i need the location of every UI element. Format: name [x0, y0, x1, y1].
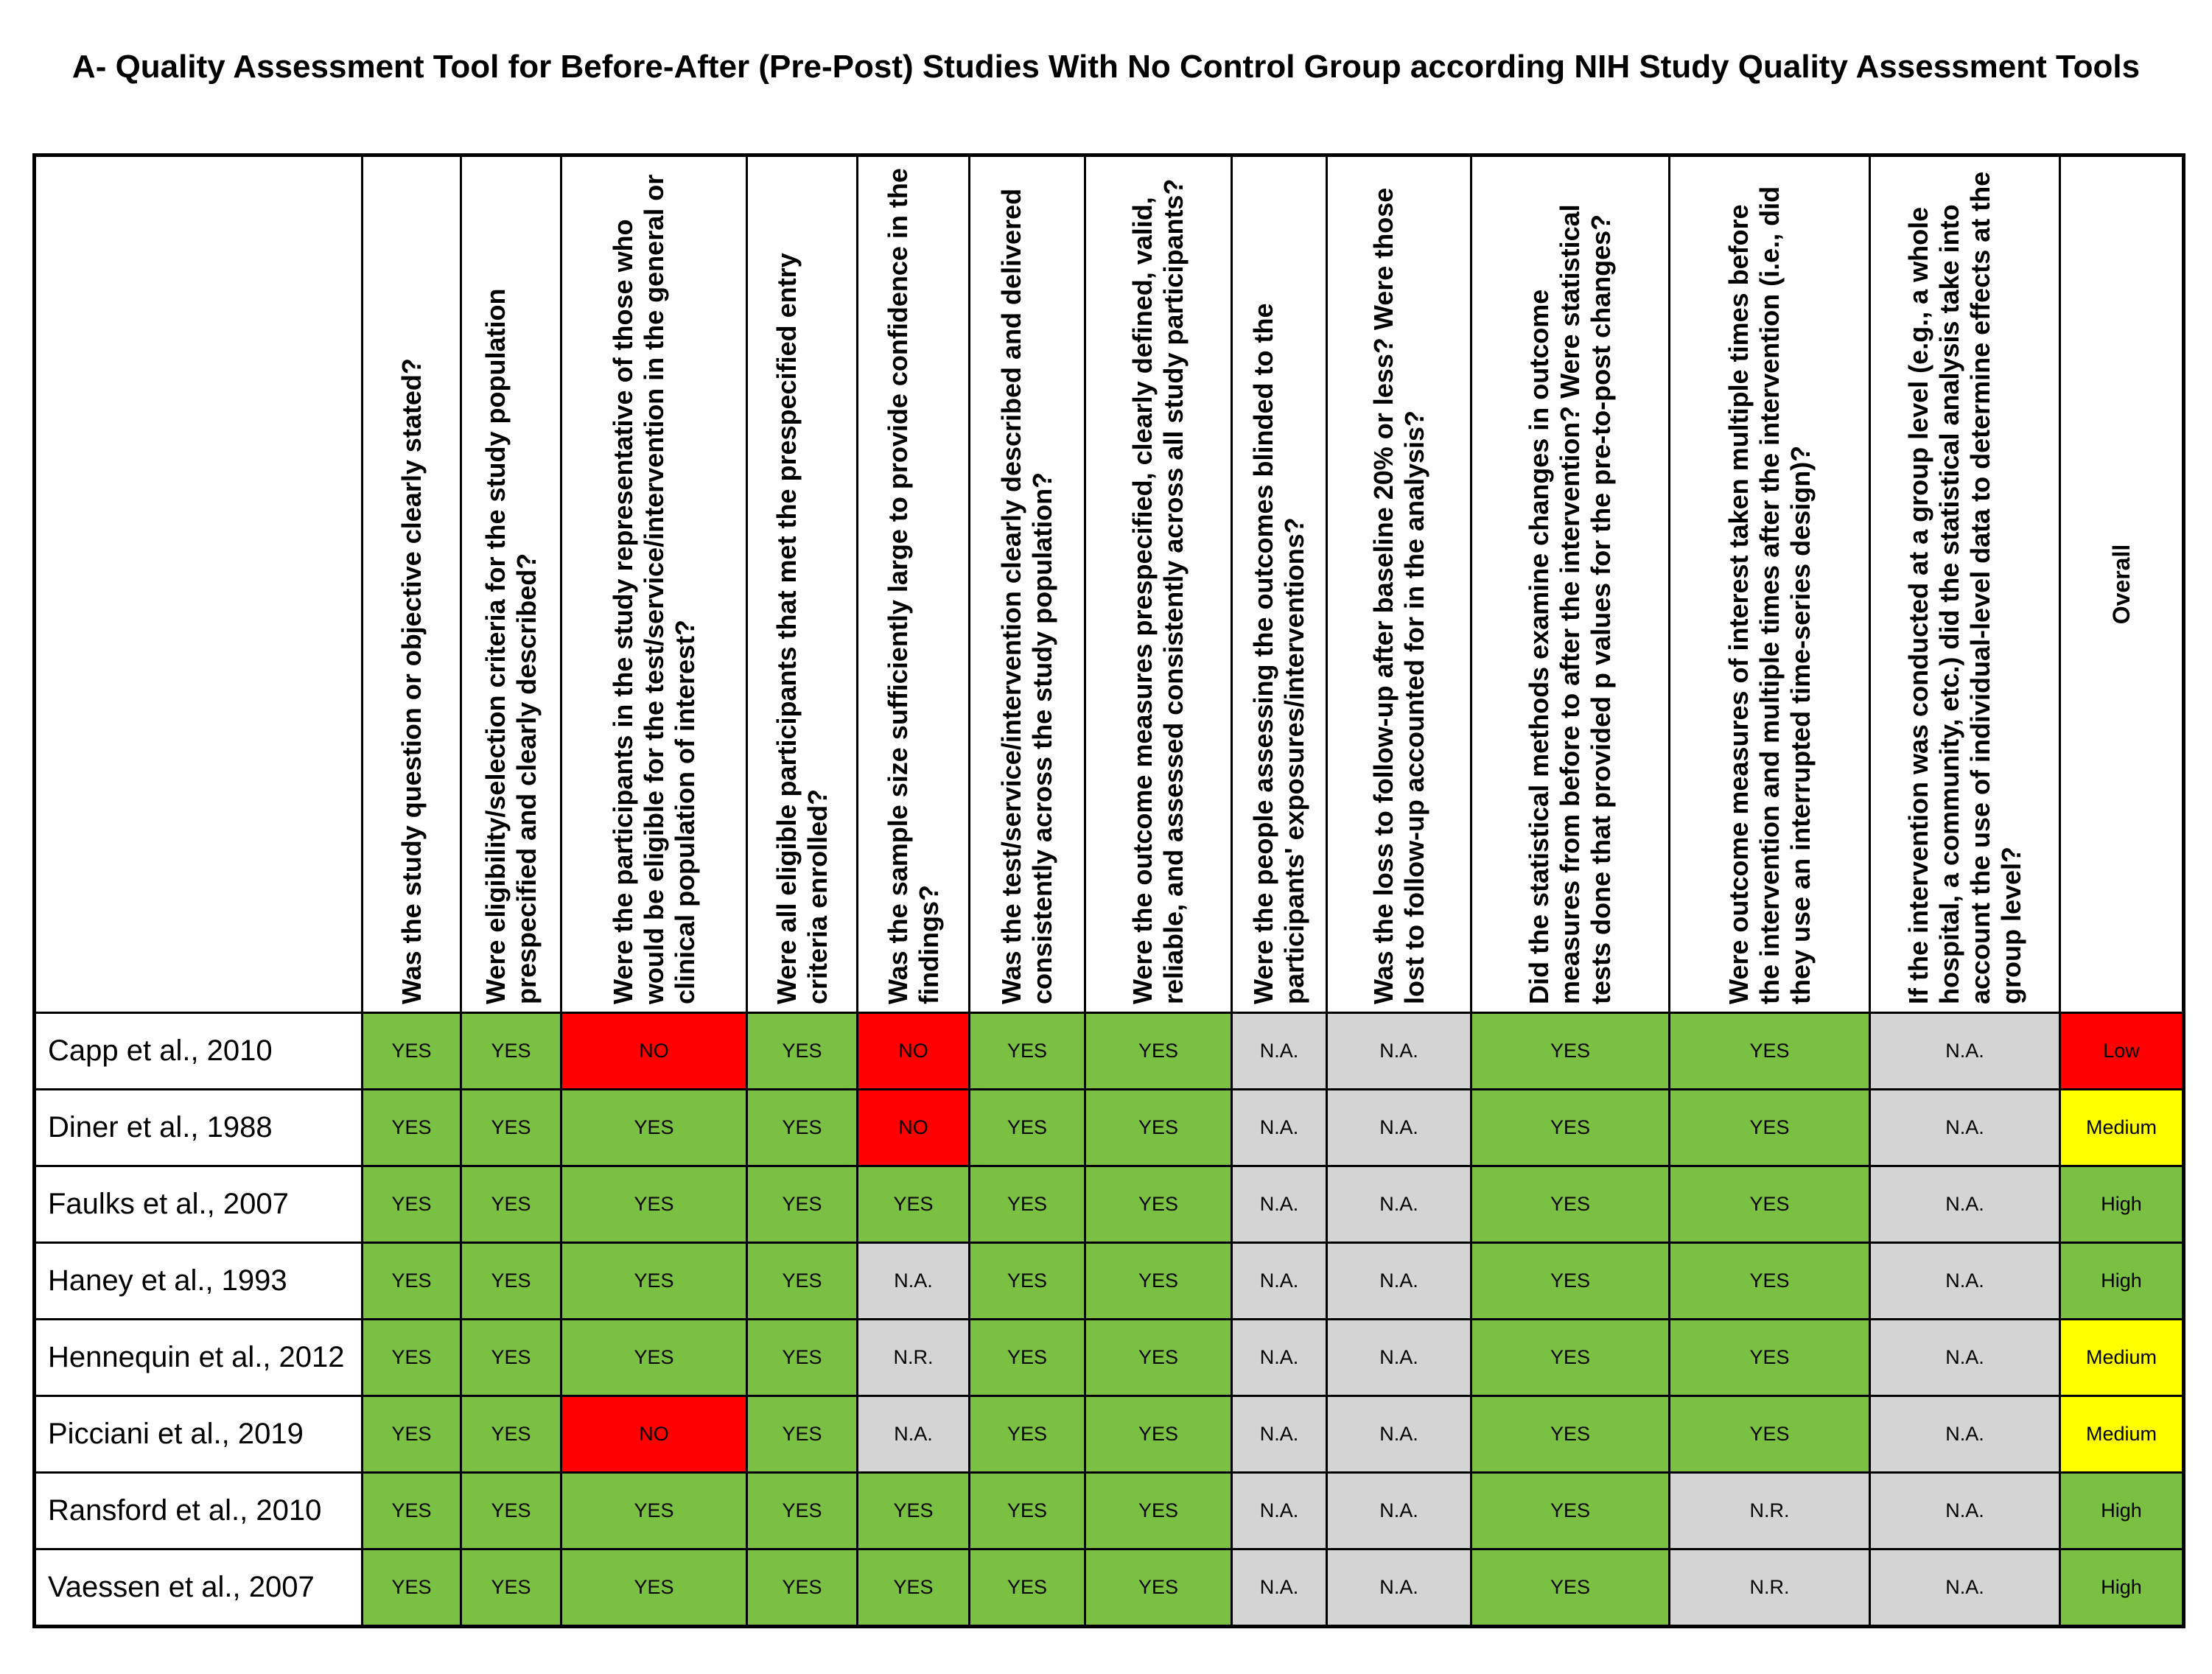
column-header — [970, 155, 1085, 1013]
column-header — [1471, 155, 1670, 1013]
assessment-cell: YES — [363, 1396, 461, 1473]
assessment-cell: YES — [461, 1320, 561, 1396]
assessment-cell: N.A. — [1232, 1243, 1327, 1320]
assessment-cell: YES — [561, 1166, 747, 1243]
assessment-cell: YES — [561, 1090, 747, 1166]
assessment-cell: N.A. — [1327, 1549, 1471, 1627]
assessment-cell: NO — [561, 1396, 747, 1473]
assessment-cell: YES — [747, 1396, 858, 1473]
assessment-cell: N.A. — [1232, 1549, 1327, 1627]
assessment-cell: YES — [970, 1090, 1085, 1166]
assessment-cell: YES — [1471, 1396, 1670, 1473]
column-header — [1327, 155, 1471, 1013]
assessment-cell: YES — [561, 1473, 747, 1549]
column-header-label: Was the test/service/intervention clearly described and delivered consistently across the study population? — [996, 188, 1057, 1004]
table-row — [35, 1013, 2184, 1090]
assessment-cell: YES — [1085, 1166, 1232, 1243]
assessment-cell: YES — [747, 1549, 858, 1627]
overall-rating-cell: High — [2060, 1473, 2184, 1549]
assessment-cell: YES — [363, 1243, 461, 1320]
assessment-table — [32, 153, 2185, 1628]
assessment-cell: YES — [1471, 1473, 1670, 1549]
column-header — [747, 155, 858, 1013]
assessment-cell: YES — [461, 1396, 561, 1473]
assessment-cell: N.A. — [1327, 1090, 1471, 1166]
table-row — [35, 1549, 2184, 1627]
column-header-label: Was the study question or objective clearly stated? — [396, 358, 427, 1004]
column-header — [1232, 155, 1327, 1013]
assessment-cell: YES — [747, 1013, 858, 1090]
assessment-cell: YES — [747, 1243, 858, 1320]
corner-cell — [35, 155, 363, 1013]
assessment-cell: YES — [1670, 1243, 1870, 1320]
assessment-cell: YES — [363, 1549, 461, 1627]
column-header — [1085, 155, 1232, 1013]
assessment-cell: YES — [363, 1320, 461, 1396]
assessment-cell: YES — [970, 1166, 1085, 1243]
assessment-cell: YES — [747, 1166, 858, 1243]
assessment-cell: YES — [1471, 1549, 1670, 1627]
assessment-cell: YES — [970, 1549, 1085, 1627]
column-header — [1670, 155, 1870, 1013]
assessment-cell: NO — [858, 1090, 970, 1166]
assessment-cell: N.A. — [1870, 1013, 2060, 1090]
assessment-cell: N.A. — [1232, 1013, 1327, 1090]
overall-rating-cell: Medium — [2060, 1320, 2184, 1396]
assessment-cell: N.R. — [1670, 1549, 1870, 1627]
assessment-cell: YES — [461, 1013, 561, 1090]
column-header-label: Were the participants in the study representative of those who would be eligible for the test/service/intervention in the general or clinical population of interest? — [607, 174, 700, 1004]
column-header-label: Were outcome measures of interest taken multiple times before the intervention and multiple times after the intervention (i.e., did they use an interrupted time-series design)? — [1723, 186, 1816, 1004]
assessment-cell: YES — [1085, 1320, 1232, 1396]
assessment-cell: N.A. — [1870, 1090, 2060, 1166]
assessment-cell: NO — [858, 1013, 970, 1090]
assessment-cell: YES — [747, 1090, 858, 1166]
assessment-cell: N.R. — [858, 1320, 970, 1396]
assessment-cell: YES — [461, 1090, 561, 1166]
assessment-cell: N.A. — [1327, 1013, 1471, 1090]
table-row — [35, 1396, 2184, 1473]
column-header — [363, 155, 461, 1013]
table-row — [35, 1243, 2184, 1320]
assessment-cell: N.A. — [1232, 1396, 1327, 1473]
assessment-cell: YES — [461, 1549, 561, 1627]
assessment-cell: YES — [1085, 1473, 1232, 1549]
assessment-cell: N.R. — [1670, 1473, 1870, 1549]
assessment-cell: YES — [1471, 1243, 1670, 1320]
column-header — [858, 155, 970, 1013]
assessment-cell: N.A. — [1327, 1243, 1471, 1320]
assessment-cell: YES — [970, 1013, 1085, 1090]
column-header-label: If the intervention was conducted at a group level (e.g., a whole hospital, a community, etc.) did the statistical analysis take into account the use of individual-level data to determine effects at the group level? — [1903, 171, 2026, 1004]
table-row — [35, 1473, 2184, 1549]
study-name: Ransford et al., 2010 — [35, 1473, 363, 1549]
assessment-cell: N.A. — [1232, 1320, 1327, 1396]
header-row — [35, 155, 2184, 1013]
assessment-cell: YES — [363, 1166, 461, 1243]
assessment-cell: N.A. — [1327, 1473, 1471, 1549]
assessment-cell: YES — [858, 1166, 970, 1243]
assessment-cell: YES — [970, 1320, 1085, 1396]
overall-rating-cell: High — [2060, 1243, 2184, 1320]
assessment-cell: YES — [561, 1320, 747, 1396]
page-title: A- Quality Assessment Tool for Before-After (Pre-Post) Studies With No Control Group according NIH Study Quality Assessment Tools — [71, 49, 2141, 85]
overall-rating-cell: High — [2060, 1549, 2184, 1627]
assessment-cell: YES — [1085, 1396, 1232, 1473]
column-header-label: Was the loss to follow-up after baseline 20% or less? Were those lost to follow-up accounted for in the analysis? — [1368, 187, 1429, 1004]
assessment-cell: N.A. — [1232, 1090, 1327, 1166]
assessment-cell: N.A. — [1232, 1166, 1327, 1243]
overall-rating-cell: Medium — [2060, 1396, 2184, 1473]
assessment-cell: N.A. — [858, 1243, 970, 1320]
column-header-label: Were all eligible participants that met the prespecified entry criteria enrolled? — [771, 253, 833, 1004]
column-header — [461, 155, 561, 1013]
assessment-cell: YES — [970, 1243, 1085, 1320]
assessment-cell: YES — [561, 1549, 747, 1627]
assessment-cell: YES — [970, 1473, 1085, 1549]
assessment-cell: YES — [461, 1243, 561, 1320]
assessment-cell: YES — [461, 1473, 561, 1549]
column-header-label: Were eligibility/selection criteria for the study population prespecified and clearly described? — [480, 288, 542, 1004]
assessment-cell: YES — [1670, 1320, 1870, 1396]
assessment-cell: N.A. — [1870, 1473, 2060, 1549]
table-row — [35, 1166, 2184, 1243]
table-row — [35, 1090, 2184, 1166]
assessment-cell: YES — [1471, 1013, 1670, 1090]
assessment-cell: YES — [747, 1473, 858, 1549]
assessment-cell: N.A. — [1870, 1243, 2060, 1320]
overall-rating-cell: High — [2060, 1166, 2184, 1243]
column-header-label: Did the statistical methods examine changes in outcome measures from before to after the intervention? Were statistical tests done that provided p values for the pre-to-post changes? — [1524, 204, 1616, 1004]
assessment-cell: NO — [561, 1013, 747, 1090]
column-header-label: Overall — [2108, 544, 2135, 625]
assessment-cell: YES — [858, 1473, 970, 1549]
study-name: Picciani et al., 2019 — [35, 1396, 363, 1473]
assessment-cell: YES — [1085, 1013, 1232, 1090]
column-header-label: Were the people assessing the outcomes blinded to the participants' exposures/interventions? — [1248, 303, 1309, 1004]
assessment-cell: YES — [1085, 1549, 1232, 1627]
assessment-cell: YES — [1471, 1166, 1670, 1243]
column-header-label: Were the outcome measures prespecified, clearly defined, valid, reliable, and assessed consistently across all study participants? — [1127, 178, 1189, 1004]
study-name: Haney et al., 1993 — [35, 1243, 363, 1320]
assessment-cell: YES — [363, 1473, 461, 1549]
assessment-cell: N.A. — [1327, 1166, 1471, 1243]
column-header — [2060, 155, 2184, 1013]
column-header — [561, 155, 747, 1013]
assessment-cell: N.A. — [1870, 1549, 2060, 1627]
assessment-cell: N.A. — [1870, 1320, 2060, 1396]
assessment-cell: YES — [1085, 1243, 1232, 1320]
assessment-cell: YES — [363, 1090, 461, 1166]
assessment-cell: YES — [1471, 1320, 1670, 1396]
assessment-cell: YES — [1670, 1090, 1870, 1166]
assessment-cell: N.A. — [1327, 1320, 1471, 1396]
assessment-cell: YES — [1670, 1396, 1870, 1473]
assessment-cell: N.A. — [1327, 1396, 1471, 1473]
study-name: Hennequin et al., 2012 — [35, 1320, 363, 1396]
column-header — [1870, 155, 2060, 1013]
assessment-cell: YES — [363, 1013, 461, 1090]
assessment-cell: N.A. — [1870, 1166, 2060, 1243]
assessment-cell: YES — [858, 1549, 970, 1627]
assessment-cell: YES — [1670, 1166, 1870, 1243]
assessment-cell: N.A. — [858, 1396, 970, 1473]
study-name: Diner et al., 1988 — [35, 1090, 363, 1166]
study-name: Vaessen et al., 2007 — [35, 1549, 363, 1627]
overall-rating-cell: Medium — [2060, 1090, 2184, 1166]
assessment-cell: YES — [1670, 1013, 1870, 1090]
column-header-label: Was the sample size sufficiently large to provide confidence in the findings? — [882, 168, 944, 1004]
assessment-cell: N.A. — [1870, 1396, 2060, 1473]
assessment-cell: YES — [561, 1243, 747, 1320]
study-name: Capp et al., 2010 — [35, 1013, 363, 1090]
overall-rating-cell: Low — [2060, 1013, 2184, 1090]
assessment-cell: YES — [970, 1396, 1085, 1473]
assessment-cell: YES — [1471, 1090, 1670, 1166]
table-row — [35, 1320, 2184, 1396]
assessment-cell: YES — [747, 1320, 858, 1396]
study-name: Faulks et al., 2007 — [35, 1166, 363, 1243]
assessment-cell: N.A. — [1232, 1473, 1327, 1549]
assessment-cell: YES — [461, 1166, 561, 1243]
assessment-cell: YES — [1085, 1090, 1232, 1166]
